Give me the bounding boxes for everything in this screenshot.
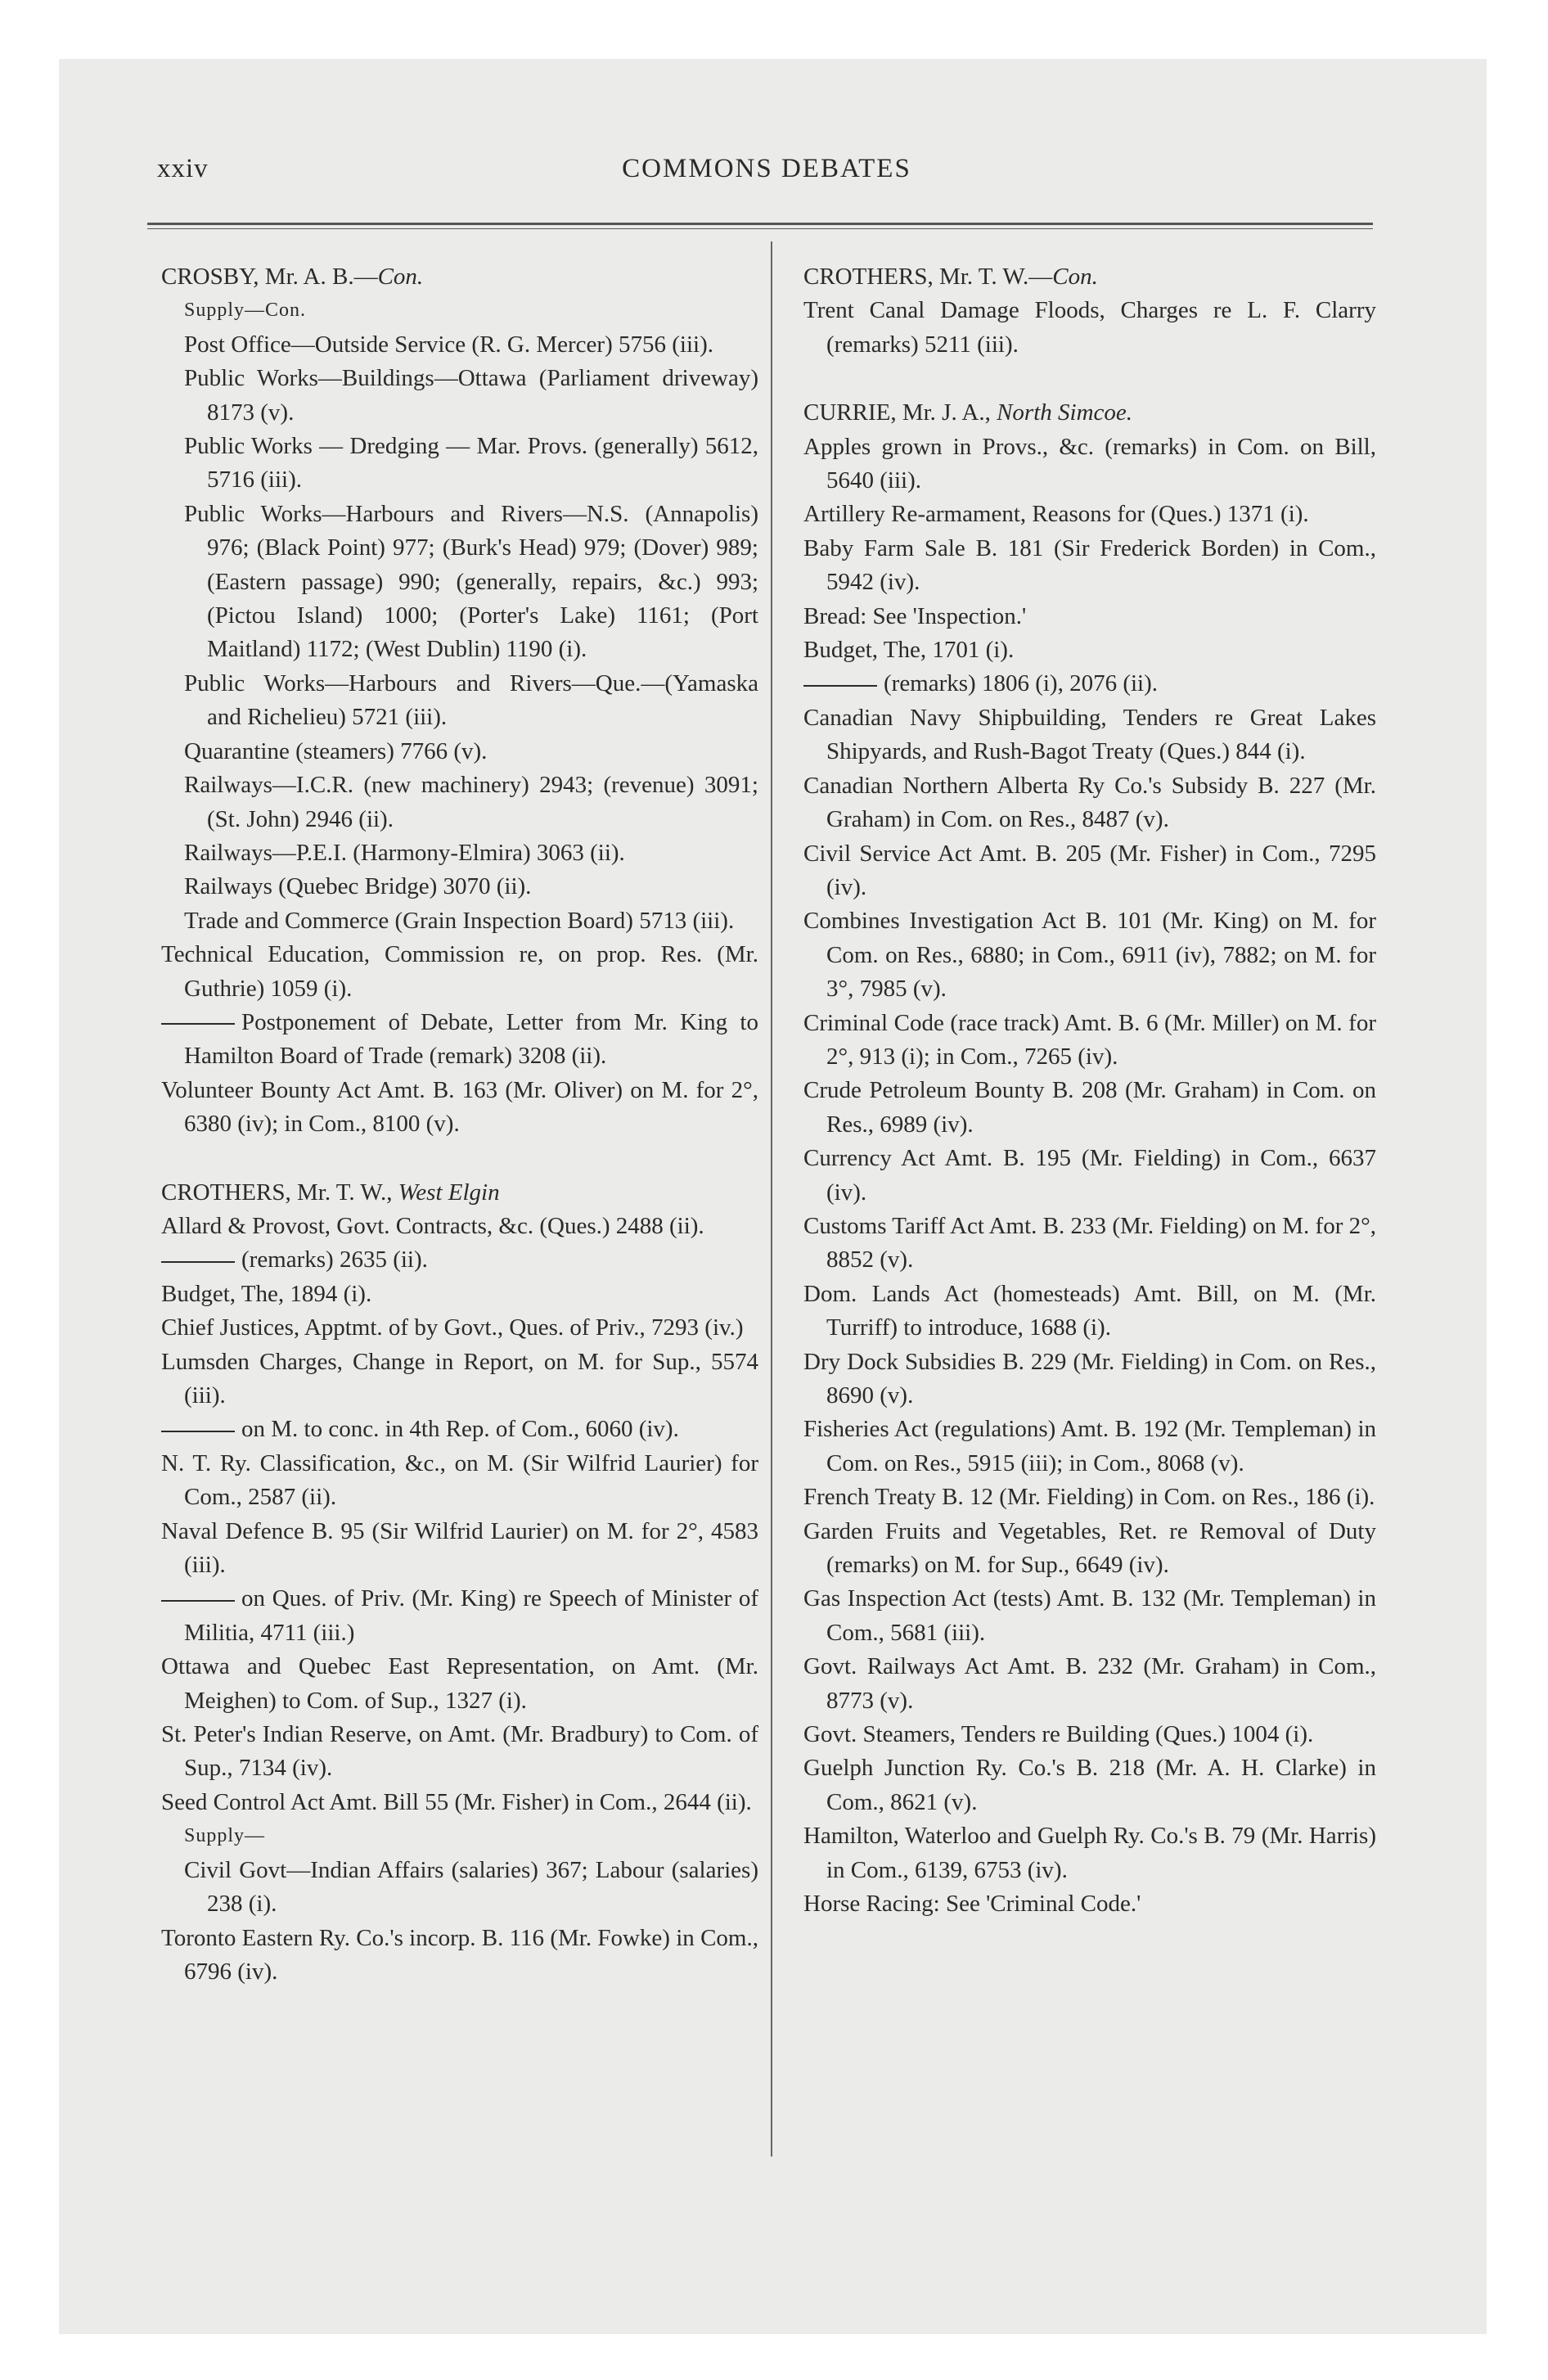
index-entry: Ottawa and Quebec East Representation, on Amt. (Mr. Meighen) to Com. of Sup., 1327 (i). xyxy=(161,1653,758,1714)
index-entry: Bread: See 'Inspection.' xyxy=(803,602,1027,629)
index-subheading: Supply— xyxy=(184,1825,266,1847)
index-entry: Volunteer Bounty Act Amt. B. 163 (Mr. Oliver) on M. for 2°, 6380 (iv); in Com., 8100 (v). xyxy=(161,1076,758,1138)
index-continuation-entry xyxy=(161,1582,758,1650)
heading-affiliation: Con. xyxy=(377,264,424,290)
index-entry: Guelph Junction Ry. Co.'s B. 218 (Mr. A. H. Clarke) in Com., 8621 (v). xyxy=(803,1755,1376,1815)
index-entry: Fisheries Act (regulations) Amt. B. 192 (Mr. Templeman) in Com. on Res., 5915 (iii); in Com., 8068 (v). xyxy=(803,1416,1376,1476)
ditto-dash xyxy=(803,685,877,687)
index-heading xyxy=(803,396,1376,430)
index-entry: Apples grown in Provs., &c. (remarks) in Com. on Bill, 5640 (iii). xyxy=(803,433,1376,494)
index-entry: Chief Justices, Apptmt. of by Govt., Ques. of Priv., 7293 (iv.) xyxy=(161,1314,744,1341)
section-gap xyxy=(161,1142,758,1176)
index-subentry: Railways—I.C.R. (new machinery) 2943; (revenue) 3091; (St. John) 2946 (ii). xyxy=(184,772,758,832)
entry-text: on Ques. of Priv. (Mr. King) re Speech of Minister of Militia, 4711 (iii.) xyxy=(184,1585,758,1646)
index-entry: Trent Canal Damage Floods, Charges re L. F. Clarry (remarks) 5211 (iii). xyxy=(803,297,1376,358)
index-entry: Currency Act Amt. B. 195 (Mr. Fielding) in Com., 6637 (iv). xyxy=(803,1145,1376,1206)
index-entry: Horse Racing: See 'Criminal Code.' xyxy=(803,1891,1141,1918)
index-entry: Dom. Lands Act (homesteads) Amt. Bill, on M. (Mr. Turriff) to introduce, 1688 (i). xyxy=(803,1280,1376,1341)
left-column xyxy=(161,260,758,1989)
column-divider xyxy=(771,241,772,2157)
index-entry: Baby Farm Sale B. 181 (Sir Frederick Borden) in Com., 5942 (iv). xyxy=(803,534,1376,596)
heading-affiliation: Con. xyxy=(1052,264,1098,290)
ditto-dash xyxy=(161,1023,235,1025)
right-column xyxy=(803,260,1376,1922)
page-header xyxy=(157,154,1376,187)
index-subheading: Supply—Con. xyxy=(184,300,307,322)
page-folio: xxiv xyxy=(157,154,209,183)
index-entry: Budget, The, 1894 (i). xyxy=(161,1280,372,1307)
index-entry: Criminal Code (race track) Amt. B. 6 (Mr. Miller) on M. for 2°, 913 (i); in Com., 7265 (iv). xyxy=(803,1009,1376,1070)
index-continuation-entry xyxy=(803,667,1376,701)
index-entry: Govt. Steamers, Tenders re Building (Ques.) 1004 (i). xyxy=(803,1721,1314,1748)
index-entry: Dry Dock Subsidies B. 229 (Mr. Fielding) in Com. on Res., 8690 (v). xyxy=(803,1348,1376,1409)
heading-name: CROTHERS, Mr. T. W., xyxy=(161,1179,398,1206)
index-entry: Canadian Northern Alberta Ry Co.'s Subsidy B. 227 (Mr. Graham) in Com. on Res., 8487 (v). xyxy=(803,772,1376,833)
index-entry: Budget, The, 1701 (i). xyxy=(803,637,1015,664)
heading-name: CURRIE, Mr. J. A., xyxy=(803,399,997,426)
ditto-dash xyxy=(161,1431,235,1432)
heading-name: CROSBY, Mr. A. B.— xyxy=(161,264,378,290)
index-continuation-entry xyxy=(161,1413,758,1446)
index-heading xyxy=(161,1176,758,1210)
index-subentry: Public Works—Harbours and Rivers—Que.—(Yamaska and Richelieu) 5721 (iii). xyxy=(184,669,758,731)
index-subentry: Public Works — Dredging — Mar. Provs. (generally) 5612, 5716 (iii). xyxy=(184,433,758,494)
index-entry: St. Peter's Indian Reserve, on Amt. (Mr. Bradbury) to Com. of Sup., 7134 (iv). xyxy=(161,1721,758,1782)
index-entry: Combines Investigation Act B. 101 (Mr. King) on M. for Com. on Res., 6880; in Com., 6911 (iv), 7882; on M. for 3°, 7985 (v). xyxy=(803,908,1376,1003)
entry-text: Postponement of Debate, Letter from Mr. King to Hamilton Board of Trade (remark) 3208 (ii). xyxy=(184,1008,758,1070)
entry-text: (remarks) 1806 (i), 2076 (ii). xyxy=(884,670,1159,697)
index-entry: Allard & Provost, Govt. Contracts, &c. (Ques.) 2488 (ii). xyxy=(161,1212,704,1239)
ditto-dash xyxy=(161,1261,235,1263)
index-entry: Garden Fruits and Vegetables, Ret. re Removal of Duty (remarks) on M. for Sup., 6649 (iv). xyxy=(803,1517,1376,1579)
index-subentry: Quarantine (steamers) 7766 (v). xyxy=(184,737,488,764)
index-entry: Customs Tariff Act Amt. B. 233 (Mr. Fielding) on M. for 2°, 8852 (v). xyxy=(803,1212,1376,1273)
index-entry: Civil Service Act Amt. B. 205 (Mr. Fisher) in Com., 7295 (iv). xyxy=(803,840,1376,900)
index-heading xyxy=(803,260,1376,294)
index-subentry: Post Office—Outside Service (R. G. Mercer) 5756 (iii). xyxy=(184,331,713,358)
index-entry: Canadian Navy Shipbuilding, Tenders re Great Lakes Shipyards, and Rush-Bagot Treaty (Ques.) 844 (i). xyxy=(803,704,1376,765)
index-entry: N. T. Ry. Classification, &c., on M. (Sir Wilfrid Laurier) for Com., 2587 (ii). xyxy=(161,1449,758,1511)
index-subentry: Railways—P.E.I. (Harmony-Elmira) 3063 (ii). xyxy=(184,839,625,866)
index-subentry: Trade and Commerce (Grain Inspection Board) 5713 (iii). xyxy=(184,907,735,934)
index-entry: Seed Control Act Amt. Bill 55 (Mr. Fisher) in Com., 2644 (ii). xyxy=(161,1788,752,1815)
index-entry: Technical Education, Commission re, on prop. Res. (Mr. Guthrie) 1059 (i). xyxy=(161,941,758,1002)
index-continuation-entry xyxy=(161,1243,758,1277)
index-entry: Artillery Re-armament, Reasons for (Ques.) 1371 (i). xyxy=(803,501,1309,528)
heading-name: CROTHERS, Mr. T. W.— xyxy=(803,264,1053,290)
index-entry: Hamilton, Waterloo and Guelph Ry. Co.'s B. 79 (Mr. Harris) in Com., 6139, 6753 (iv). xyxy=(803,1823,1376,1883)
index-subentry: Public Works—Buildings—Ottawa (Parliament driveway) 8173 (v). xyxy=(184,365,758,426)
index-entry: Toronto Eastern Ry. Co.'s incorp. B. 116 (Mr. Fowke) in Com., 6796 (iv). xyxy=(161,1924,758,1985)
section-gap xyxy=(803,362,1376,396)
entry-text: on M. to conc. in 4th Rep. of Com., 6060 (iv). xyxy=(241,1416,679,1443)
index-entry: Govt. Railways Act Amt. B. 232 (Mr. Graham) in Com., 8773 (v). xyxy=(803,1653,1376,1714)
index-entry: Gas Inspection Act (tests) Amt. B. 132 (Mr. Templeman) in Com., 5681 (iii). xyxy=(803,1585,1376,1646)
index-entry: French Treaty B. 12 (Mr. Fielding) in Com. on Res., 186 (i). xyxy=(803,1484,1375,1511)
entry-text: (remarks) 2635 (ii). xyxy=(241,1246,428,1273)
heading-affiliation: West Elgin xyxy=(398,1179,500,1206)
index-subentry: Railways (Quebec Bridge) 3070 (ii). xyxy=(184,873,532,900)
index-heading xyxy=(161,260,758,294)
header-rule xyxy=(147,223,1373,229)
index-entry: Crude Petroleum Bounty B. 208 (Mr. Graham) in Com. on Res., 6989 (iv). xyxy=(803,1077,1376,1138)
index-subentry: Civil Govt—Indian Affairs (salaries) 367; Labour (salaries) 238 (i). xyxy=(184,1856,758,1918)
ditto-dash xyxy=(161,1600,235,1602)
index-subentry: Public Works—Harbours and Rivers—N.S. (Annapolis) 976; (Black Point) 977; (Burk's Head) 979; (Dover) 989; (Eastern passage) 990; (generally, repairs, &c.) 993; (Pictou Island) 1000; (Porter's Lake) 1161; (Port Maitland) 1172; (West Dublin) 1190 (i). xyxy=(184,500,758,663)
running-head-title: COMMONS DEBATES xyxy=(622,154,911,183)
index-continuation-entry xyxy=(161,1006,758,1074)
heading-affiliation: North Simcoe. xyxy=(997,399,1133,426)
index-entry: Lumsden Charges, Change in Report, on M. for Sup., 5574 (iii). xyxy=(161,1348,758,1409)
index-entry: Naval Defence B. 95 (Sir Wilfrid Laurier) on M. for 2°, 4583 (iii). xyxy=(161,1517,758,1579)
